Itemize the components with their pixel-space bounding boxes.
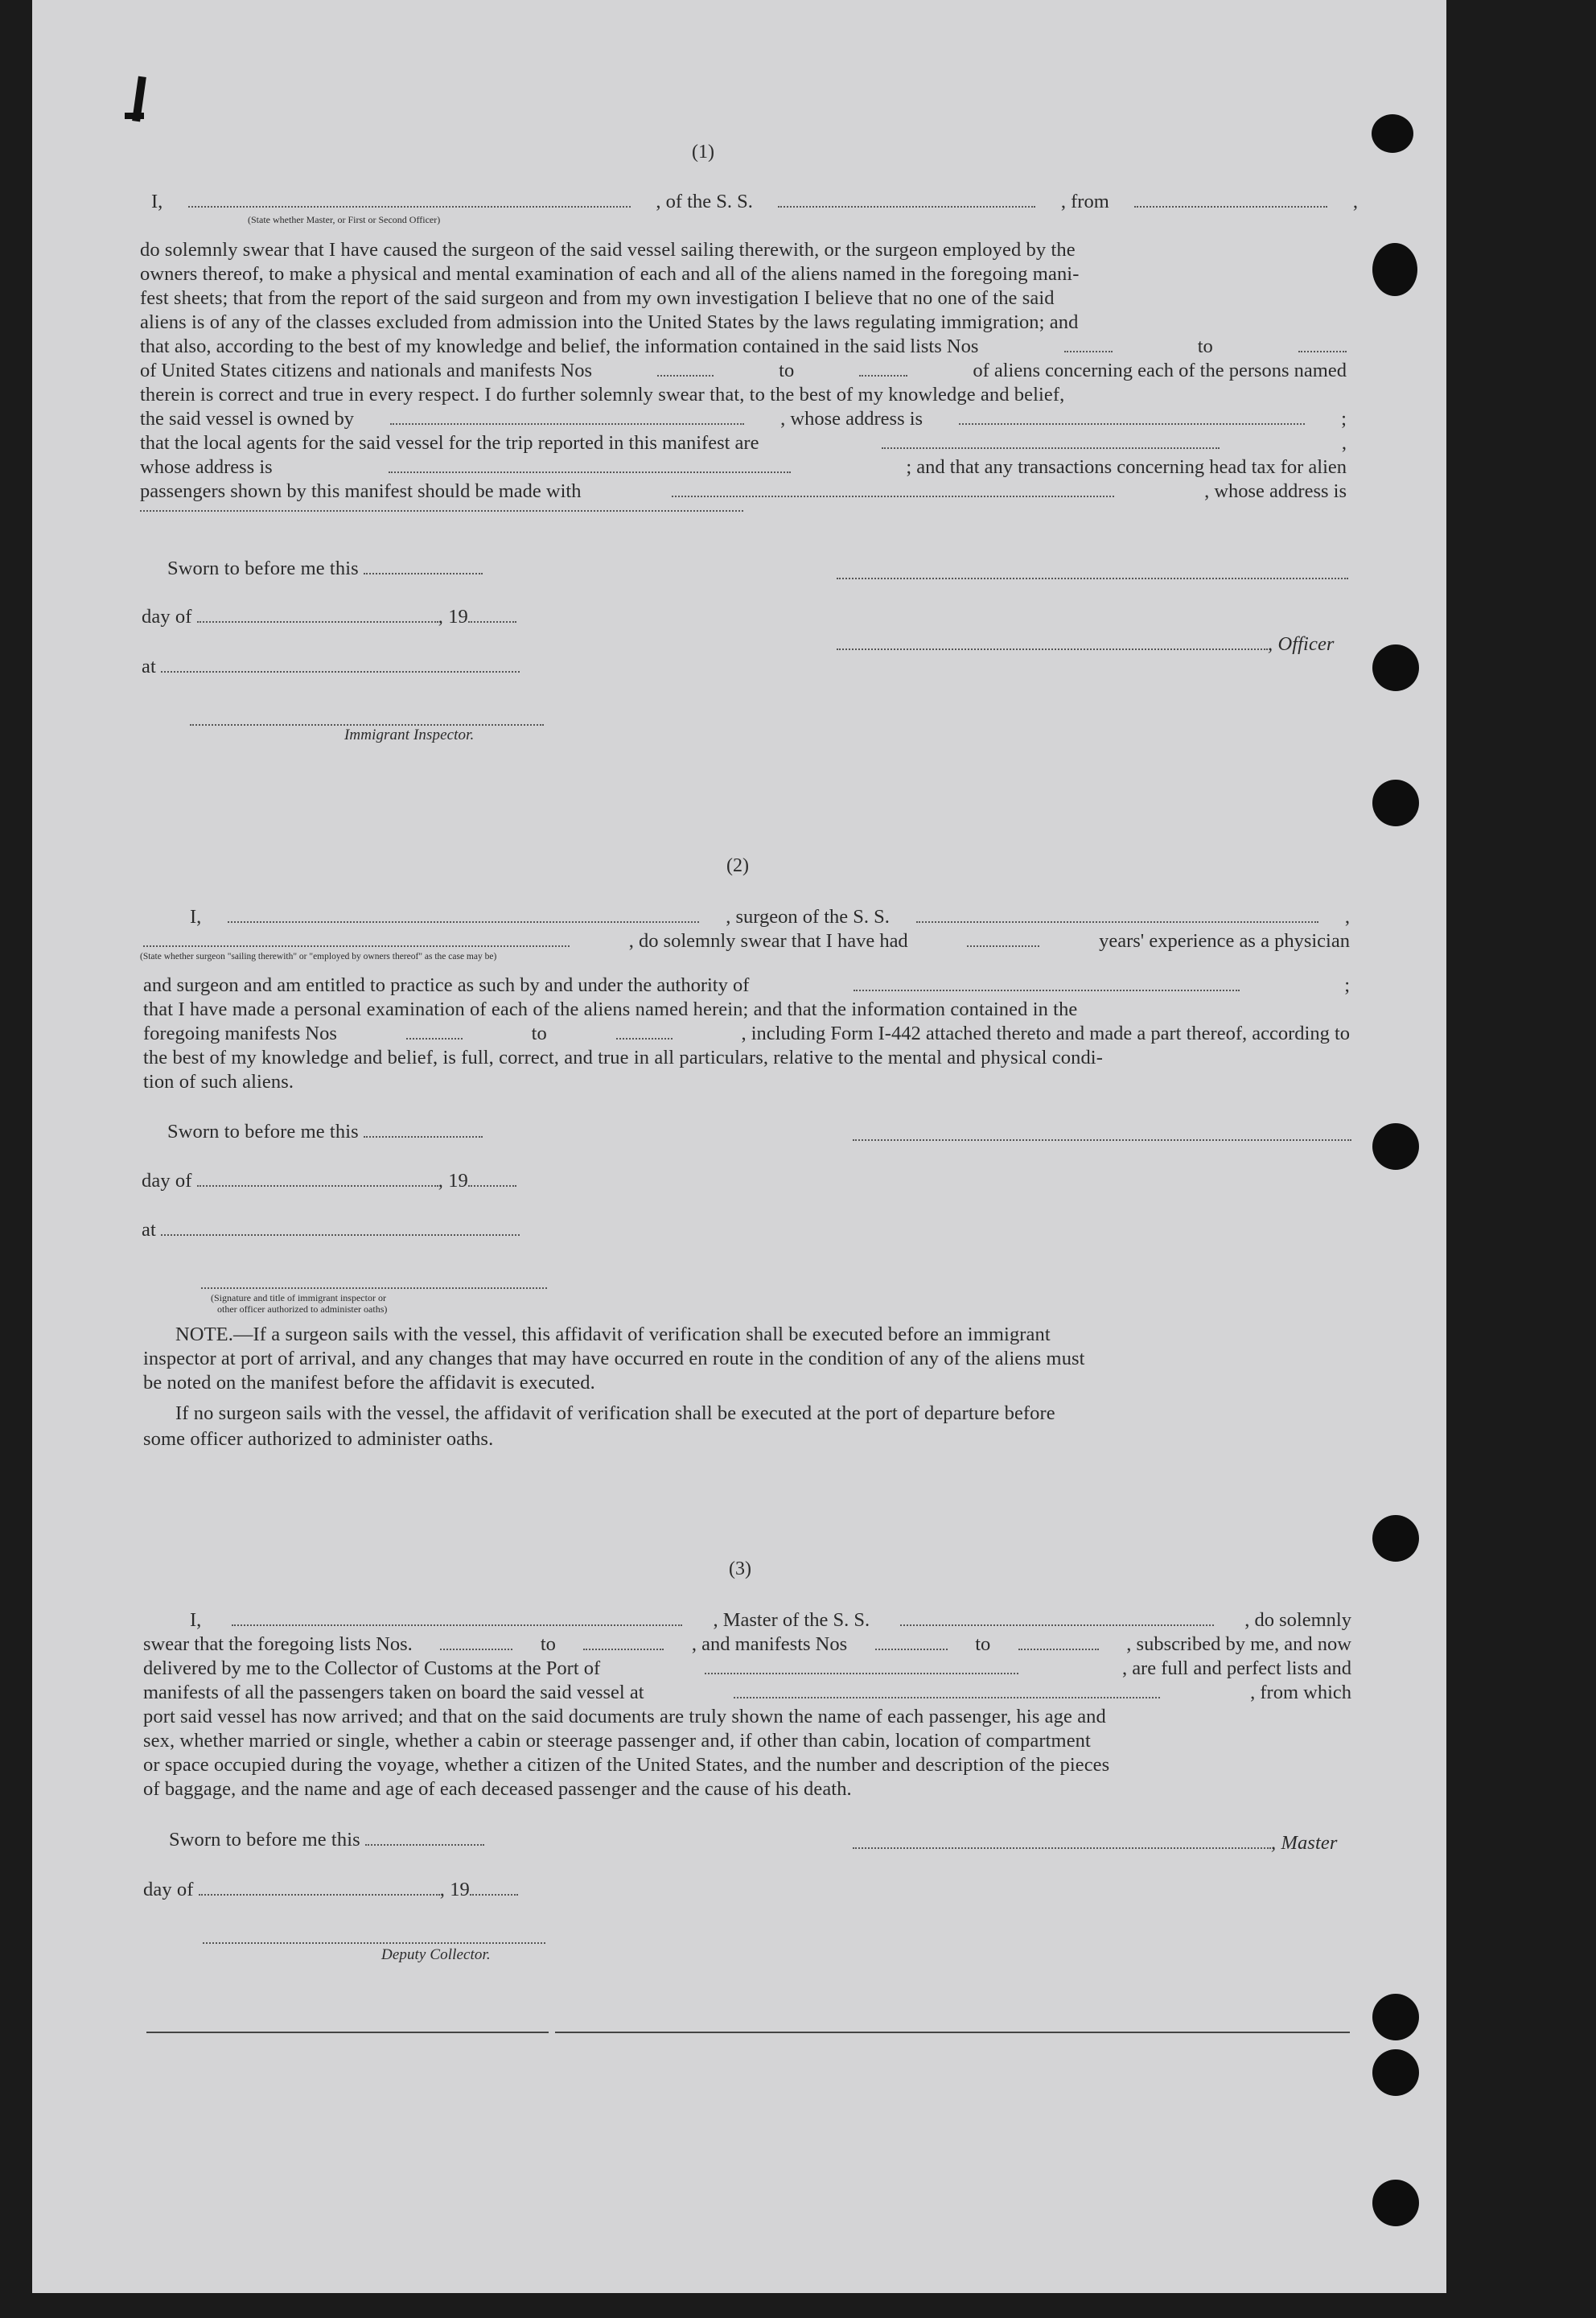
punch-hole <box>1372 243 1417 296</box>
punch-hole <box>1372 2049 1419 2096</box>
signature-caption: (Signature and title of immigrant inspector or <box>211 1292 386 1303</box>
bottom-rule <box>146 2032 549 2033</box>
day-label: day of , 19 <box>143 1878 518 1902</box>
section-number: (2) <box>726 855 749 876</box>
punch-hole <box>1372 1994 1419 2040</box>
signature-line <box>837 576 1348 579</box>
master-signature: , Master <box>853 1831 1337 1855</box>
punch-hole <box>1372 114 1413 153</box>
at-label: at <box>142 1218 520 1242</box>
ink-mark <box>125 113 144 119</box>
inspector-title: Immigrant Inspector. <box>344 727 475 743</box>
blank-line <box>140 508 743 512</box>
signature-caption: other officer authorized to administer oaths) <box>217 1303 388 1315</box>
day-label: day of , 19 <box>142 605 516 629</box>
signature-line <box>853 1138 1351 1141</box>
sworn-label: Sworn to before me this <box>169 1828 484 1852</box>
sworn-label: Sworn to before me this <box>167 557 483 581</box>
punch-hole <box>1372 780 1419 826</box>
punch-hole <box>1372 1123 1419 1170</box>
document-page: (1) I, , of the S. S. , from , (State whether Master, or First or Second Officer) do solemnly swear that I have caused the surgeon of the said vessel sailing therewith, or the surgeon employed by the owners thereof, to make a physical and mental examination of each and all of the aliens named in the foregoing mani- fest sheets; that from the report of the said surgeon and from my own investigation I believe that no one of the said aliens is of any of the classes excluded from admission into the United States by the laws regulating immigration; and that also, according to the best of my knowledge and belief, the information contained in the said lists Nos to of United States citizens and nationals and manifests Nos to of aliens concerning each of the persons named therein is correct and true in every respect. I do further solemnly swear that, to the best of my knowledge and belief, the said vessel is owned by , whose address is ; that the local agents for the said vessel for the trip reported in this manifest are , whose address is ; and that any transactions concerning head tax for alien passengers shown by this manifest should be made with , whose address is Sworn to before me this day of , 19 at Immigrant Inspector. , Officer (2) I, , surgeon of the S. S. , , do solemnly swear that I have had years' experience as a physician (State whether surgeon "sailing therewith" or "employed by owners thereof" as the case may be) and surgeon and am entitled to practice as such by and under the authority of ; that I have made a personal examination of each of the aliens named herein; and that the information contained in the foregoing manifests Nos to , including Form I-442 attached thereto and made a part thereof, according to the best of my knowledge and belief, is full, correct, and true in all particulars, relative to the mental and physical condi- tion of such aliens. Sworn to before me this day of , 19 at (Signature and title of immigrant inspector or other officer authorized to administer oaths) NOTE.—If a surgeon sails with the vessel, this affidavit of verification shall be executed before an immigrant inspector at port of arrival, and any changes that may have occurred en route in the condition of any of the aliens must be noted on the manifest before the affidavit is executed. If no surgeon sails with the vessel, the affidavit of verification shall be executed at the port of departure before some officer authorized to administer oaths. (3) I, , Master of the S. S. , do solemnly swear that the foregoing lists Nos. to , and manifests Nos to , subscribed by me, and now delivered by me to the Collector of Customs at the Port of , are full and perfect lists and manifests of all the passengers taken on board the said vessel at , from which port said vessel has now arrived; and that on the said documents are truly shown the name of each passenger, his age and sex, whether married or single, whether a cabin or steerage passenger and, if other than cabin, location of compartment or space occupied during the voyage, whether a citizen of the United States, and the number and description of the pieces of baggage, and the name and age of each deceased passenger and the cause of his death. Sworn to before me this day of , 19 , Master Deputy Collector. <box>32 0 1446 2293</box>
field-caption: (State whether Master, or First or Second Officer) <box>248 214 441 225</box>
officer-signature: , Officer <box>837 632 1335 657</box>
field-caption: (State whether surgeon "sailing therewith" or "employed by owners thereof" as the case may be) <box>140 952 497 961</box>
collector-signature-line <box>203 1941 545 1944</box>
collector-title: Deputy Collector. <box>381 1946 491 1963</box>
bottom-rule <box>555 2032 1350 2033</box>
inspector-signature-line <box>201 1286 547 1289</box>
punch-hole <box>1372 644 1419 691</box>
punch-hole <box>1372 1515 1419 1562</box>
punch-hole <box>1372 2180 1419 2226</box>
experience-line: , do solemnly swear that I have had years' experience as a physician <box>143 929 1350 953</box>
section-number: (3) <box>729 1558 751 1579</box>
surgeon-line: I, , surgeon of the S. S. , <box>190 906 1350 928</box>
day-label: day of , 19 <box>142 1169 516 1193</box>
section-number: (1) <box>692 142 714 163</box>
oath-line: I, , of the S. S. , from , <box>151 191 1358 212</box>
at-label: at <box>142 655 520 679</box>
sworn-label: Sworn to before me this <box>167 1120 483 1144</box>
